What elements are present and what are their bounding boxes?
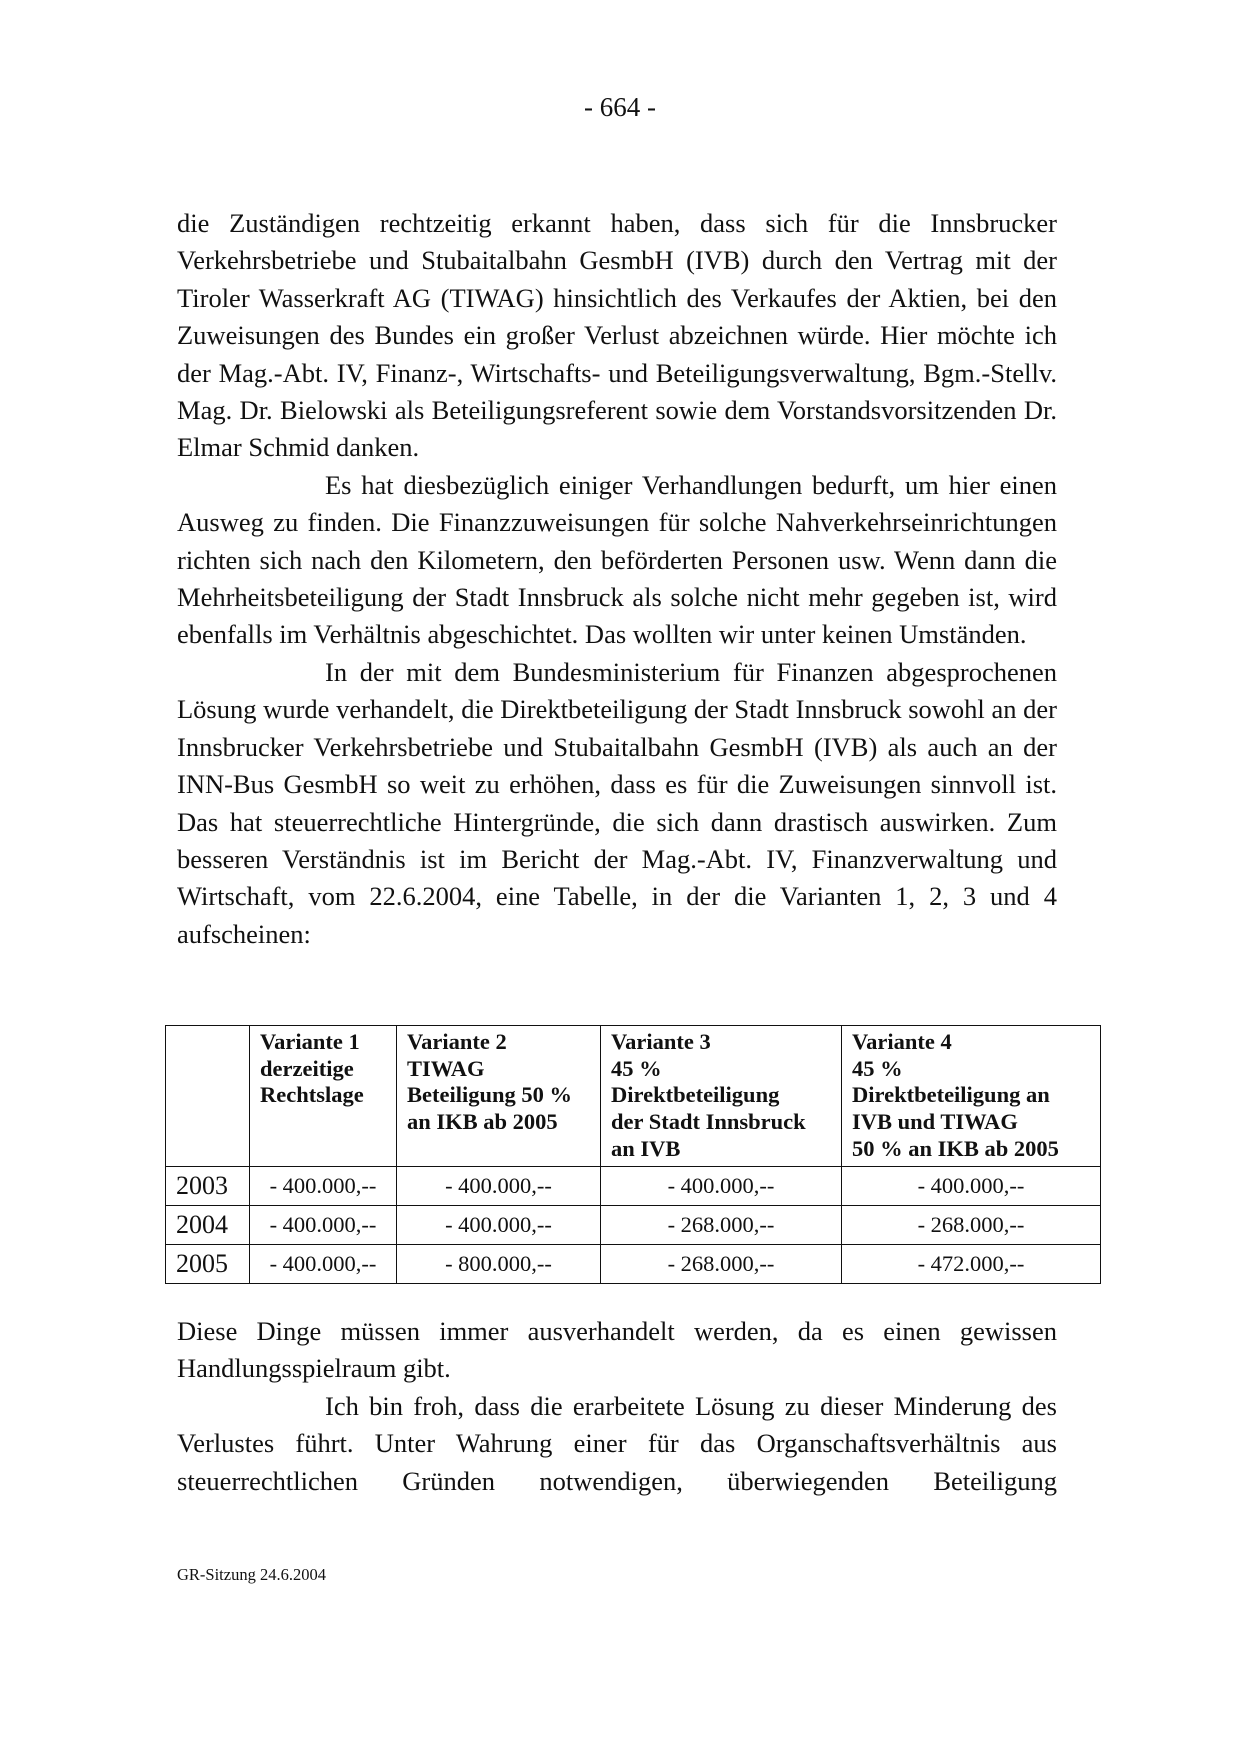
table-cell-year: 2005 [166, 1244, 250, 1283]
header-line: Variante 4 [852, 1029, 952, 1054]
paragraph: Diese Dinge müssen immer ausverhandelt werden, da es einen gewissen Handlungsspielraum gibt. [177, 1316, 1057, 1384]
header-line: 45 % [852, 1055, 903, 1081]
table-header-row [166, 1026, 1101, 1167]
header-line: 45 % [611, 1055, 662, 1081]
table-row [166, 1205, 1101, 1244]
body-text-bottom [177, 1313, 1057, 1500]
paragraph: Es hat diesbezüglich einiger Verhandlungen bedurft, um hier einen Ausweg zu finden. Die Finanzzuweisungen für solche Nahverkehrseinrichtungen richten sich nach den Kilometern, den beförderten Personen usw. Wenn dann die Mehrheitsbeteiligung der Stadt Innsbruck als solche nicht mehr gegeben ist, wird ebenfalls im Verhältnis abgeschichtet. Das wollten wir unter keinen Umständen. [177, 469, 1057, 650]
footer-session-date: GR-Sitzung 24.6.2004 [177, 1565, 326, 1584]
header-line: TIWAG [407, 1055, 485, 1081]
table-cell: - 400.000,-- [250, 1205, 397, 1244]
header-line: Rechtslage [260, 1082, 364, 1108]
table-cell: - 400.000,-- [397, 1166, 601, 1205]
header-line: Direktbeteiligung [611, 1082, 780, 1108]
header-line: 50 % an IKB ab 2005 [852, 1135, 1059, 1161]
paragraph: die Zuständigen rechtzeitig erkannt haben, dass sich für die Innsbrucker Verkehrsbetriebe und Stubaitalbahn GesmbH (IVB) durch den Vertrag mit der Tiroler Wasserkraft AG (TIWAG) hinsichtlich des Verkaufes der Aktien, bei den Zuweisungen des Bundes ein großer Verlust abzeichnen würde. Hier möchte ich der Mag.-Abt. IV, Finanz-, Wirtschafts- und Beteiligungsverwaltung, Bgm.-Stellv. Mag. Dr. Bielowski als Beteiligungsreferent sowie dem Vorstandsvorsitzenden Dr. Elmar Schmid danken. [177, 208, 1057, 463]
header-line: Variante 2 [407, 1029, 507, 1054]
table-cell: - 800.000,-- [397, 1244, 601, 1283]
column-header-variante-1 [250, 1026, 397, 1167]
table-row [166, 1166, 1101, 1205]
body-text-top [177, 205, 1057, 953]
column-header-empty [166, 1026, 250, 1167]
column-header-variante-3 [601, 1026, 842, 1167]
table-cell: - 400.000,-- [397, 1205, 601, 1244]
header-line: Direktbeteiligung an [852, 1082, 1050, 1108]
table-cell-year: 2004 [166, 1205, 250, 1244]
header-line: derzeitige [260, 1055, 354, 1081]
variants-table [165, 1025, 1101, 1284]
table-cell: - 268.000,-- [842, 1205, 1101, 1244]
paragraph: Ich bin froh, dass die erarbeitete Lösung zu dieser Minderung des Verlustes führt. Unter Wahrung einer für das Organschaftsverhältnis aus steuerrechtlichen Gründen notwendigen, überwiegenden Beteiligung [177, 1390, 1057, 1496]
table-cell: - 400.000,-- [842, 1166, 1101, 1205]
table-cell: - 268.000,-- [601, 1205, 842, 1244]
table-row [166, 1244, 1101, 1283]
column-header-variante-4 [842, 1026, 1101, 1167]
table-cell: - 472.000,-- [842, 1244, 1101, 1283]
header-line: an IVB [611, 1135, 681, 1161]
table-cell: - 400.000,-- [601, 1166, 842, 1205]
table-cell: - 400.000,-- [250, 1244, 397, 1283]
header-line: der Stadt Innsbruck [611, 1109, 806, 1135]
table-cell-year: 2003 [166, 1166, 250, 1205]
table-cell: - 268.000,-- [601, 1244, 842, 1283]
header-line: IVB und TIWAG [852, 1109, 1018, 1135]
table-cell: - 400.000,-- [250, 1166, 397, 1205]
paragraph: In der mit dem Bundesministerium für Finanzen abgesprochenen Lösung wurde verhandelt, die Direktbeteiligung der Stadt Innsbruck sowohl an der Innsbrucker Verkehrsbetriebe und Stubaitalbahn GesmbH (IVB) als auch an der INN-Bus GesmbH so weit zu erhöhen, dass es für die Zuweisungen sinnvoll ist. Das hat steuerrechtliche Hintergründe, die sich dann drastisch auswirken. Zum besseren Verständnis ist im Bericht der Mag.-Abt. IV, Finanzverwaltung und Wirtschaft, vom 22.6.2004, eine Tabelle, in der die Varianten 1, 2, 3 und 4 aufscheinen: [177, 656, 1057, 949]
page-number: - 664 - [584, 92, 656, 122]
header-line: Beteiligung 50 % [407, 1082, 573, 1108]
header-line: an IKB ab 2005 [407, 1109, 558, 1135]
header-line: Variante 3 [611, 1029, 711, 1054]
header-line: Variante 1 [260, 1029, 360, 1054]
column-header-variante-2 [397, 1026, 601, 1167]
